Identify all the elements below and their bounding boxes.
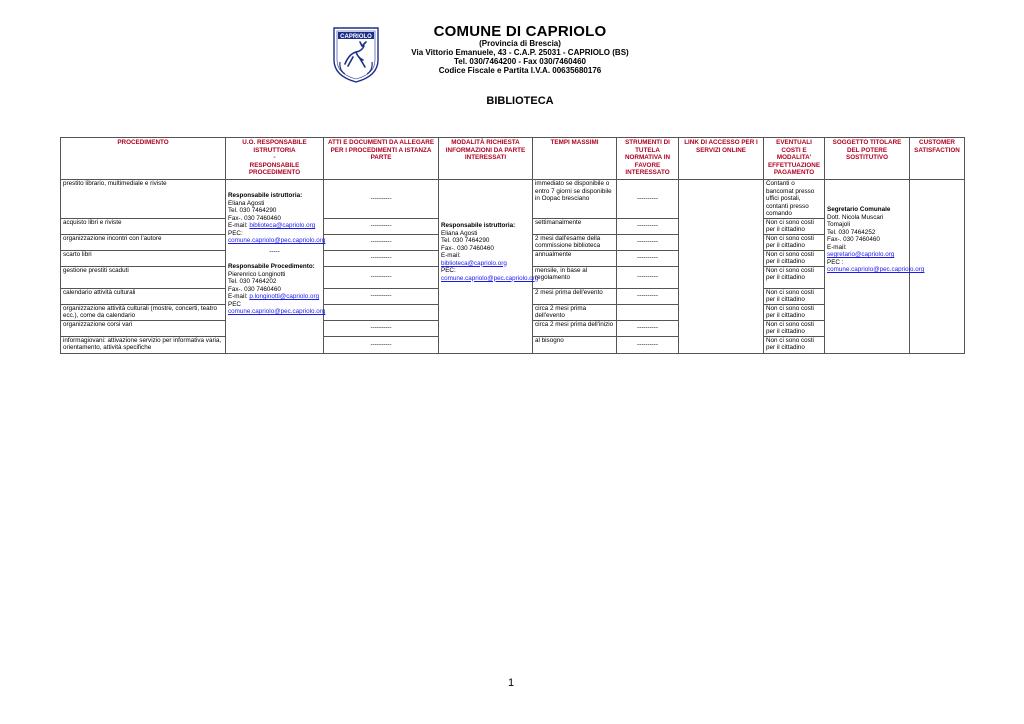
col-header-customer-satisfaction: CUSTOMER SATISFACTION xyxy=(910,138,965,180)
col-header-uo-responsabile: U.O. RESPONSABILE ISTRUTTORIA - RESPONSABILE PROCEDIMENTO xyxy=(226,138,324,180)
cell-atti: ---------- xyxy=(324,234,439,250)
cell-tempi: settimanalmente xyxy=(533,218,617,234)
mod-label: Responsabile istruttoria: xyxy=(441,222,516,229)
cell-uo-responsabile xyxy=(226,180,324,354)
uo-istr-fax: Fax-. 030 7460460 xyxy=(228,214,281,222)
cell-tutela: ---------- xyxy=(617,218,679,234)
cell-costi: Non ci sono costi per il cittadino xyxy=(764,234,825,250)
page-number: 1 xyxy=(508,677,515,689)
cell-costi: Non ci sono costi per il cittadino xyxy=(764,288,825,304)
sost-name: Dott. Nicola Muscari Tomajoli xyxy=(827,213,884,228)
uo-istr-email-label: E-mail: xyxy=(228,222,248,229)
uo-istr-pec-label: PEC: xyxy=(228,229,243,237)
cell-procedimento: calendario attività culturali xyxy=(61,288,226,304)
col-header-procedimento: PROCEDIMENTO xyxy=(61,138,226,180)
fiscal-code-line: Codice Fiscale e Partita I.V.A. 00635680176 xyxy=(438,66,602,75)
uo-proc-tel: Tel. 030 7464202 xyxy=(228,278,277,285)
cell-procedimento: organizzazione incontri con l'autore xyxy=(61,234,226,250)
col-header-modalita-richiesta: MODALITÀ RICHIESTA INFORMAZIONI DA PARTE INTERESSATI xyxy=(439,138,533,180)
uo-proc-pec-link[interactable]: comune.capriolo@pec.capriolo.org xyxy=(228,308,326,315)
uo-istr-tel: Tel. 030 7464290 xyxy=(228,207,277,214)
uo-dash: ----- xyxy=(269,247,280,255)
col-header-atti-documenti: ATTI E DOCUMENTI DA ALLEGARE PER I PROCEDIMENTI A ISTANZA PARTE xyxy=(324,138,439,180)
cell-atti xyxy=(324,304,439,320)
cell-tempi: mensile, in base al regolamento xyxy=(533,266,617,288)
cell-atti: ---------- xyxy=(324,336,439,353)
sost-label: Segretario Comunale xyxy=(827,206,891,213)
uo-proc-pec-label: PEC xyxy=(228,300,241,308)
cell-atti: ---------- xyxy=(324,266,439,288)
cell-tutela: ---------- xyxy=(617,266,679,288)
cell-tutela: ---------- xyxy=(617,320,679,336)
cell-costi: Non ci sono costi per il cittadino xyxy=(764,250,825,266)
col-header-strumenti-tutela: STRUMENTI DI TUTELA NORMATIVA IN FAVORE INTERESSATO xyxy=(617,138,679,180)
mod-pec-label: PEC: xyxy=(441,267,456,274)
cell-tempi: 2 mesi prima dell'evento xyxy=(533,288,617,304)
mod-fax: Fax-. 030 7460460 xyxy=(441,244,494,252)
cell-atti: ---------- xyxy=(324,320,439,336)
col-header-link-accesso: LINK DI ACCESSO PER I SERVIZI ONLINE xyxy=(679,138,764,180)
logo-text: CAPRIOLO xyxy=(340,33,372,40)
cell-tempi: al bisogno xyxy=(533,336,617,353)
sost-pec-label: PEC : xyxy=(827,258,844,266)
sost-fax: Fax-. 030 7460460 xyxy=(827,236,880,243)
uo-istr-email-link[interactable]: biblioteca@capriolo.org xyxy=(249,222,316,229)
col-header-tempi-massimi: TEMPI MASSIMI xyxy=(533,138,617,180)
cell-atti: ---------- xyxy=(324,250,439,266)
cell-tempi: circa 2 mesi prima dell'evento xyxy=(533,304,617,320)
sost-tel: Tel. 030 7464252 xyxy=(827,228,876,236)
uo-istr-name: Eliana Agosti xyxy=(228,199,265,207)
uo-istr-pec-link[interactable]: comune.capriolo@pec.capriolo.org xyxy=(228,237,326,244)
cell-procedimento: gestione prestiti scaduti xyxy=(61,266,226,288)
mod-email-label: E-mail: xyxy=(441,252,461,259)
phone-line: Tel. 030/7464200 - Fax 030/7460460 xyxy=(454,57,586,66)
province-line: (Provincia di Brescia) xyxy=(479,39,561,48)
sost-pec-link[interactable]: comune.capriolo@pec.capriolo.org xyxy=(827,266,925,273)
mod-name: Eliana Agosti xyxy=(441,229,478,237)
address-line: Via Vittorio Emanuele, 43 - C.A.P. 25031 - CAPRIOLO (BS) xyxy=(411,48,629,57)
cell-procedimento: scarto libri xyxy=(61,250,226,266)
cell-costi: Non ci sono costi per il cittadino xyxy=(764,320,825,336)
cell-costi: Contanti o bancomat presso uffici postali, contanti presso comando xyxy=(764,180,825,219)
table-row xyxy=(61,180,965,219)
cell-costi: Non ci sono costi per il cittadino xyxy=(764,304,825,320)
cell-tutela: ---------- xyxy=(617,234,679,250)
cell-tempi: annualmente xyxy=(533,250,617,266)
sost-email-link[interactable]: segretario@capriolo.org xyxy=(827,251,895,258)
cell-tempi: circa 2 mesi prima dell'inizio xyxy=(533,320,617,336)
uo-istr-label: Responsabile istruttoria: xyxy=(228,192,303,199)
cell-soggetto-sostitutivo xyxy=(825,180,925,354)
procedures-table xyxy=(60,137,965,354)
mod-tel: Tel. 030 7464290 xyxy=(441,237,490,244)
cell-procedimento: prestito librario, multimediale e riviste xyxy=(61,180,226,219)
comune-title: COMUNE DI CAPRIOLO xyxy=(433,23,607,40)
cell-modalita-richiesta xyxy=(439,180,539,354)
col-header-costi-pagamento: EVENTUALI COSTI E MODALITA' EFFETTUAZIONE PAGAMENTO xyxy=(764,138,825,180)
cell-atti: ---------- xyxy=(324,218,439,234)
cell-procedimento: informagiovani: attivazione servizio per informativa varia, orientamento, attività specifiche xyxy=(61,336,226,353)
table-header-row xyxy=(61,138,965,180)
cell-procedimento: organizzazione corsi vari xyxy=(61,320,226,336)
mod-pec-link[interactable]: comune.capriolo@pec.capriolo.org xyxy=(441,274,539,282)
cell-tutela: ---------- xyxy=(617,180,679,219)
uo-proc-fax: Fax-. 030 7460460 xyxy=(228,285,281,293)
cell-tempi: immediato se disponibile o entro 7 giorni se disponibile in Oopac bresciano xyxy=(533,180,617,219)
cell-tutela: ---------- xyxy=(617,250,679,266)
cell-costi: Non ci sono costi per il cittadino xyxy=(764,266,825,288)
cell-procedimento: organizzazione attività culturali (mostre, concerti, teatro ecc.), come da calendario xyxy=(61,304,226,320)
section-title: BIBLIOTECA xyxy=(486,95,554,107)
sost-email-label: E-mail: xyxy=(827,243,847,251)
cell-costi: Non ci sono costi per il cittadino xyxy=(764,336,825,353)
cell-tutela: ---------- xyxy=(617,288,679,304)
col-header-soggetto-sostitutivo: SOGGETTO TITOLARE DEL POTERE SOSTITUTIVO xyxy=(825,138,910,180)
cell-costi: Non ci sono costi per il cittadino xyxy=(764,218,825,234)
cell-procedimento: acquisto libri e riviste xyxy=(61,218,226,234)
cell-atti: ---------- xyxy=(324,288,439,304)
uo-proc-email-label: E-mail: xyxy=(228,293,248,300)
uo-proc-name: Pierenrico Longinotti xyxy=(228,270,286,278)
cell-tempi: 2 mesi dall'esame della commissione biblioteca xyxy=(533,234,617,250)
cell-link-accesso xyxy=(679,180,764,354)
cell-tutela: ---------- xyxy=(617,336,679,353)
uo-proc-email-link[interactable]: p.longinotti@capriolo.org xyxy=(249,293,320,300)
uo-proc-label: Responsabile Procedimento: xyxy=(228,263,315,270)
cell-tutela xyxy=(617,304,679,320)
mod-email-link[interactable]: biblioteca@capriolo.org xyxy=(441,259,507,267)
comune-crest-logo xyxy=(331,24,381,84)
cell-atti: ---------- xyxy=(324,180,439,219)
